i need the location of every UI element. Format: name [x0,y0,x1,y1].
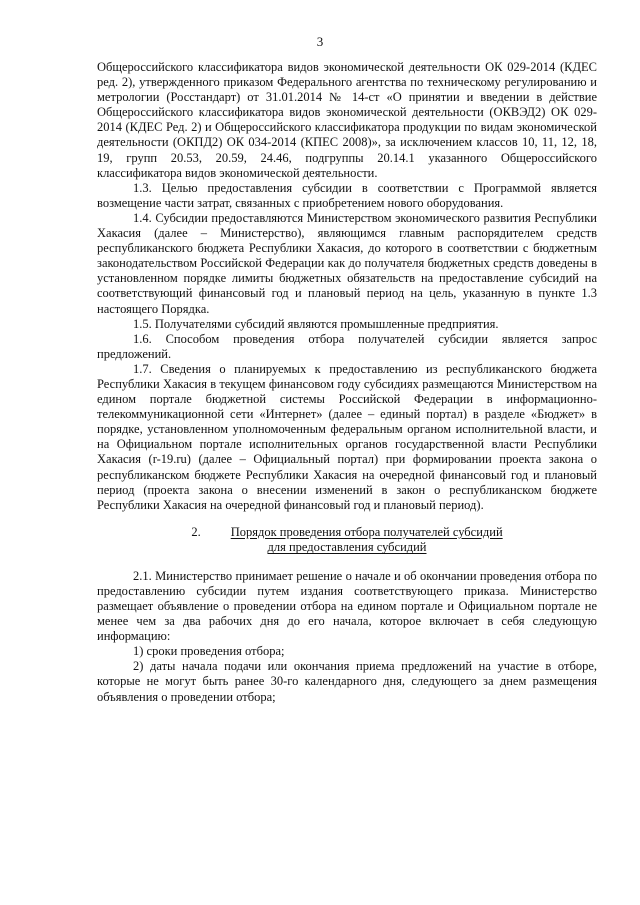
list-item-2: 2) даты начала подачи или окончания приема предложений на участие в отборе, которые не могут быть ранее 30-го календарного дня, следующего за днем размещения объявления о проведении отбора; [97,659,597,704]
section-2-title-line1: Порядок проведения отбора получателей субсидий [230,524,503,539]
paragraph-1-6: 1.6. Способом проведения отбора получателей субсидии является запрос предложений. [97,331,597,361]
section-2-number: 2. [191,524,201,539]
paragraph-1-4: 1.4. Субсидии предоставляются Министерством экономического развития Республики Хакасия (далее – Министерство), являющимся главным распорядителем средств республиканского бюджета Республики Хакасия, до которого в соответствии с бюджетным законодательством Российской Федерации как до получателя бюджетных средств доведены в установленном порядке лимиты бюджетных обязательств на предоставление субсидий на соответствующий финансовый год и плановый период на цель, указанную в пункте 1.3 настоящего Порядка. [97,210,597,316]
paragraph-classifier-continuation: Общероссийского классификатора видов экономической деятельности ОК 029-2014 (КДЕС ред. 2), утвержденного приказом Федерального агентства по техническому регулированию и метрологии (Росстандарт) от 31.01.2014 № 14-ст «О принятии и введении в действие Общероссийского классификатора видов экономической деятельности (ОКВЭД2) ОК 029-2014 (КДЕС Ред. 2) и Общероссийского классификатора продукции по видам экономической деятельности (ОКПД2) ОК 034-2014 (КПЕС 2008)», за исключением классов 10, 11, 12, 18, 19, групп 20.53, 20.59, 24.46, подгруппы 20.14.1 указанного Общероссийского классификатора видов экономической деятельности. [97,60,597,180]
paragraph-1-3: 1.3. Целью предоставления субсидии в соответствии с Программой является возмещение части затрат, связанных с приобретением нового оборудования. [97,180,597,210]
section-2-heading [97,525,597,556]
paragraph-1-7: 1.7. Сведения о планируемых к предоставлению из республиканского бюджета Республики Хакасия в текущем финансовом году субсидиях размещаются Министерством на едином портале бюджетной системы Российской Федерации в информационно-телекоммуникационной сети «Интернет» (далее – единый портал) в разделе «Бюджет» в порядке, установленном уполномоченным федеральным органом исполнительной власти, и на Официальном портале исполнительных органов государственной власти Республики Хакасия (r-19.ru) (далее – Официальный портал) при формировании проекта закона о республиканском бюджете Республики Хакасия на очередной финансовый год и плановый период (проекта закона о внесении изменений в закон о республиканском бюджете Республики Хакасия на очередной финансовый год и плановый период). [97,361,597,512]
section-2-title-line2: для предоставления субсидий [267,540,427,555]
document-body [97,60,597,705]
page-number: 3 [316,34,324,49]
paragraph-2-1: 2.1. Министерство принимает решение о начале и об окончании проведения отбора по предоставлению субсидии путем издания соответствующего приказа. Министерство размещает объявление о проведении отбора на едином портале и Официальном портале не менее чем за два рабочих дня до его начала, которое включает в себя следующую информацию: [97,568,597,644]
list-item-1: 1) сроки проведения отбора; [133,644,285,659]
paragraph-1-5: 1.5. Получателями субсидий являются промышленные предприятия. [133,316,499,331]
